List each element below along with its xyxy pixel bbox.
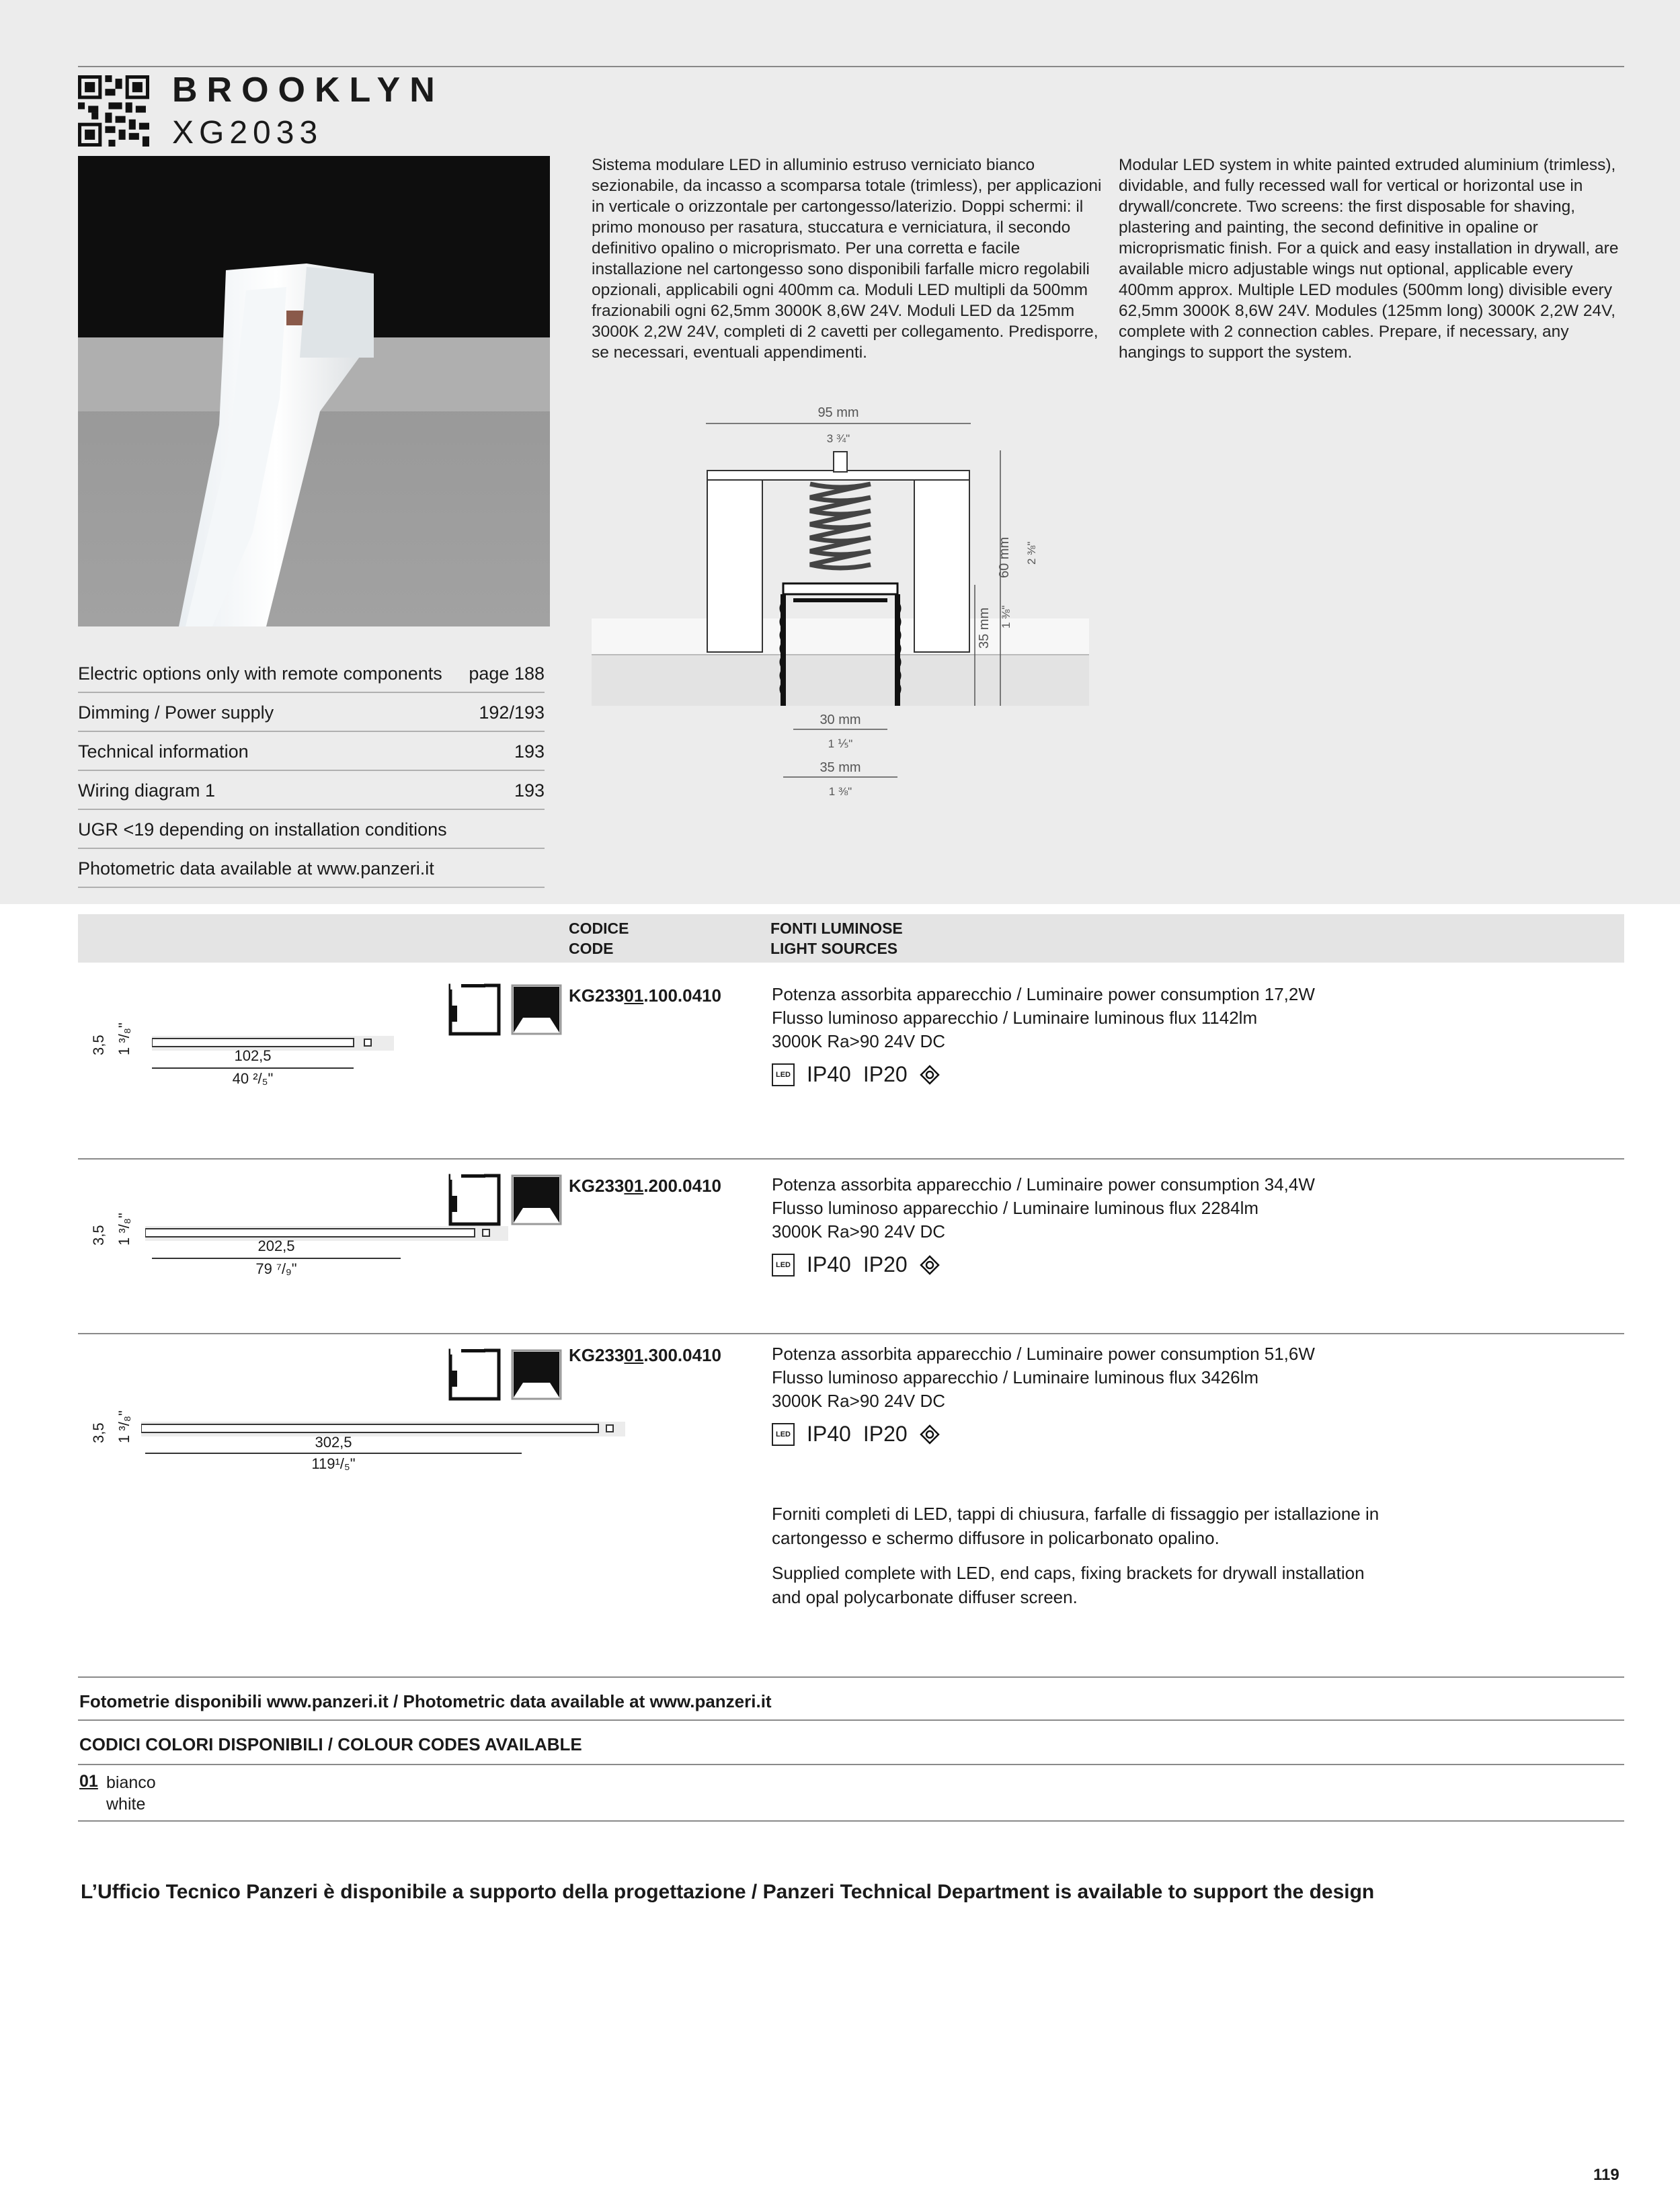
length-cm: 202,5 bbox=[257, 1238, 295, 1254]
info-label: Photometric data available at www.panzeri.it bbox=[78, 858, 434, 879]
footer-rule bbox=[78, 1676, 1624, 1678]
height-in: 1 ³/₈" bbox=[116, 1410, 132, 1443]
width-in-label: 3 ¾" bbox=[826, 432, 850, 445]
info-row bbox=[78, 810, 545, 849]
spec-text: 3000K Ra>90 24V DC bbox=[772, 1391, 946, 1411]
info-label: Technical information bbox=[78, 741, 249, 762]
badge-row bbox=[772, 1252, 940, 1277]
led-icon: LED bbox=[772, 1423, 795, 1446]
height-in: 1 ³/₈" bbox=[116, 1022, 132, 1055]
colour-codes-title: CODICI COLORI DISPONIBILI / COLOUR CODES AVAILABLE bbox=[79, 1734, 582, 1754]
product-code-cell[interactable]: KG23301.300.0410 bbox=[569, 1345, 721, 1365]
info-list bbox=[78, 654, 545, 888]
colour-name bbox=[106, 1772, 156, 1815]
height-cm: 3,5 bbox=[90, 1035, 107, 1055]
wall-mount-icon bbox=[448, 983, 502, 1037]
led-icon: LED bbox=[772, 1063, 795, 1086]
column-src-en: LIGHT SOURCES bbox=[770, 940, 898, 957]
table-row bbox=[78, 1165, 1624, 1333]
info-label: Electric options only with remote components bbox=[78, 663, 442, 684]
height-in: 1 ³/₈" bbox=[116, 1213, 132, 1246]
ip-rating: IP40 bbox=[807, 1062, 851, 1086]
height-in-label: 2 ⅜" bbox=[1025, 541, 1038, 565]
length-in: 119¹/₅" bbox=[311, 1455, 356, 1472]
page-number: 119 bbox=[1593, 2166, 1619, 2184]
table-row bbox=[78, 1340, 1624, 1508]
light-emission-icon bbox=[510, 1173, 563, 1227]
height-cm: 3,5 bbox=[90, 1422, 107, 1443]
depth-in-label: 1 ⅜" bbox=[1000, 605, 1012, 628]
light-emission-icon bbox=[510, 983, 563, 1037]
support-statement: L’Ufficio Tecnico Panzeri è disponibile a supporto della progettazione / Panzeri Technical Department is available to support the design bbox=[81, 1881, 1375, 1903]
wall-mount-icon bbox=[448, 1348, 502, 1402]
description-italian: Sistema modulare LED in alluminio estruso verniciato bianco sezionabile, da incasso a scomparsa totale (trimless), per applicazioni in verticale o orizzontale per cartongesso/laterizio. Doppi schermi: il primo monouso per rasatura, stuccatura e verniciatura, il secondo definitivo opalino o microprismato. Per una corretta e facile installazione nel cartongesso sono disponibili farfalle micro regolabili opzionali, applicabili ogni 400mm ca. Moduli LED multipli da 500mm frazionabili ogni 62,5mm 3000K 8,6W 24V. Moduli LED da 125mm 3000K 2,2W 24V, completi di 2 cavetti per collegamento. Predisporre, se necessari, eventuali appendimenti. bbox=[592, 156, 1102, 362]
colour-name-it: bianco bbox=[106, 1773, 156, 1792]
info-value[interactable]: page 188 bbox=[469, 663, 545, 684]
length-in: 40 ²/₅" bbox=[232, 1070, 274, 1087]
info-value[interactable]: 193 bbox=[514, 780, 545, 801]
spec-block bbox=[772, 1173, 1315, 1244]
column-src-it: FONTI LUMINOSE bbox=[770, 920, 903, 937]
ip-rating: IP40 bbox=[807, 1422, 851, 1446]
photometric-link[interactable]: Fotometrie disponibili www.panzeri.it / Photometric data available at www.panzeri.it bbox=[79, 1691, 772, 1711]
inner-mm-label: 30 mm bbox=[819, 713, 861, 727]
table-row bbox=[78, 975, 1624, 1143]
supply-note-italian: Forniti completi di LED, tappi di chiusura, farfalle di fissaggio per istallazione in cartongesso e schermo diffusore in policarbonato opalino. bbox=[772, 1504, 1379, 1548]
row-separator bbox=[78, 1333, 1624, 1334]
spec-text: 3000K Ra>90 24V DC bbox=[772, 1221, 946, 1242]
inner-in-label: 1 ⅕" bbox=[828, 737, 853, 750]
dimmable-icon bbox=[920, 1065, 940, 1085]
length-cm: 302,5 bbox=[315, 1434, 352, 1451]
ip-rating: IP40 bbox=[807, 1252, 851, 1276]
footer-rule bbox=[78, 1764, 1624, 1765]
dimmable-icon bbox=[920, 1424, 940, 1445]
power-text: Potenza assorbita apparecchio / Luminaire power consumption 34,4W bbox=[772, 1174, 1315, 1194]
length-cm: 102,5 bbox=[234, 1047, 272, 1064]
dim-line bbox=[152, 1067, 354, 1069]
colour-code: 01 bbox=[79, 1772, 98, 1791]
height-cm: 3,5 bbox=[90, 1225, 107, 1246]
ip-rating: IP20 bbox=[863, 1252, 908, 1276]
spec-block bbox=[772, 983, 1315, 1053]
description-english: Modular LED system in white painted extruded aluminium (trimless), dividable, and fully recessed wall for vertical or horizontal use in drywall/concrete. Two screens: the first disposable for shaving, plastering and painting, the second definitive in opaline or microprismatic finish. For a quick and easy installation in drywall, are available micro adjustable wings nut optional, applicable every 400mm approx. Multiple LED modules (500mm long) divisible every 62,5mm 3000K 8,6W 24V. Modules (125mm long) 3000K 2,2W 24V, complete with 2 connection cables. Prepare, if necessary, any hangings to support the system. bbox=[1119, 156, 1619, 362]
info-label: Dimming / Power supply bbox=[78, 702, 274, 723]
footer-rule bbox=[78, 1719, 1624, 1721]
info-row bbox=[78, 654, 545, 693]
spec-block bbox=[772, 1342, 1315, 1413]
profile-section-drawing bbox=[592, 397, 1089, 813]
dimmable-icon bbox=[920, 1255, 940, 1275]
info-row bbox=[78, 693, 545, 732]
light-emission-icon bbox=[510, 1348, 563, 1402]
power-text: Potenza assorbita apparecchio / Luminaire power consumption 17,2W bbox=[772, 984, 1315, 1004]
info-row bbox=[78, 771, 545, 810]
column-code-en: CODE bbox=[569, 940, 614, 957]
column-header-code bbox=[569, 918, 629, 959]
info-value[interactable]: 192/193 bbox=[479, 702, 545, 723]
info-label: Wiring diagram 1 bbox=[78, 780, 216, 801]
dim-line bbox=[152, 1258, 401, 1259]
row-separator bbox=[78, 1158, 1624, 1160]
led-icon: LED bbox=[772, 1254, 795, 1276]
outer-mm-label: 35 mm bbox=[819, 760, 861, 775]
ip-rating: IP20 bbox=[863, 1422, 908, 1446]
badge-row bbox=[772, 1062, 940, 1087]
supply-note-english: Supplied complete with LED, end caps, fixing brackets for drywall installation and opal polycarbonate diffuser screen. bbox=[772, 1563, 1365, 1607]
length-in: 79 ⁷/₉" bbox=[255, 1260, 297, 1277]
dim-line bbox=[145, 1453, 522, 1454]
column-header-sources bbox=[770, 918, 903, 959]
flux-text: Flusso luminoso apparecchio / Luminaire luminous flux 2284lm bbox=[772, 1198, 1259, 1218]
product-code-cell[interactable]: KG23301.200.0410 bbox=[569, 1176, 721, 1196]
qr-code-icon[interactable] bbox=[78, 75, 149, 147]
column-code-it: CODICE bbox=[569, 920, 629, 937]
badge-row bbox=[772, 1422, 940, 1447]
spec-text: 3000K Ra>90 24V DC bbox=[772, 1031, 946, 1051]
info-label: UGR <19 depending on installation conditions bbox=[78, 819, 447, 840]
ip-rating: IP20 bbox=[863, 1062, 908, 1086]
info-value[interactable]: 193 bbox=[514, 741, 545, 762]
product-code-cell[interactable]: KG23301.100.0410 bbox=[569, 985, 721, 1006]
height-mm-label: 60 mm bbox=[997, 536, 1012, 578]
product-title: BROOKLYN bbox=[172, 71, 444, 110]
colour-name-en: white bbox=[106, 1795, 146, 1814]
power-text: Potenza assorbita apparecchio / Luminaire power consumption 51,6W bbox=[772, 1344, 1315, 1364]
product-photo bbox=[78, 156, 550, 626]
outer-in-label: 1 ⅜" bbox=[828, 785, 852, 798]
flux-text: Flusso luminoso apparecchio / Luminaire luminous flux 1142lm bbox=[772, 1008, 1258, 1028]
footer-rule bbox=[78, 1820, 1624, 1822]
info-row bbox=[78, 732, 545, 771]
info-row bbox=[78, 849, 545, 888]
product-code: XG2033 bbox=[172, 115, 323, 151]
flux-text: Flusso luminoso apparecchio / Luminaire luminous flux 3426lm bbox=[772, 1367, 1259, 1387]
depth-mm-label: 35 mm bbox=[977, 607, 992, 649]
top-rule bbox=[78, 66, 1624, 67]
width-mm-label: 95 mm bbox=[817, 405, 859, 420]
